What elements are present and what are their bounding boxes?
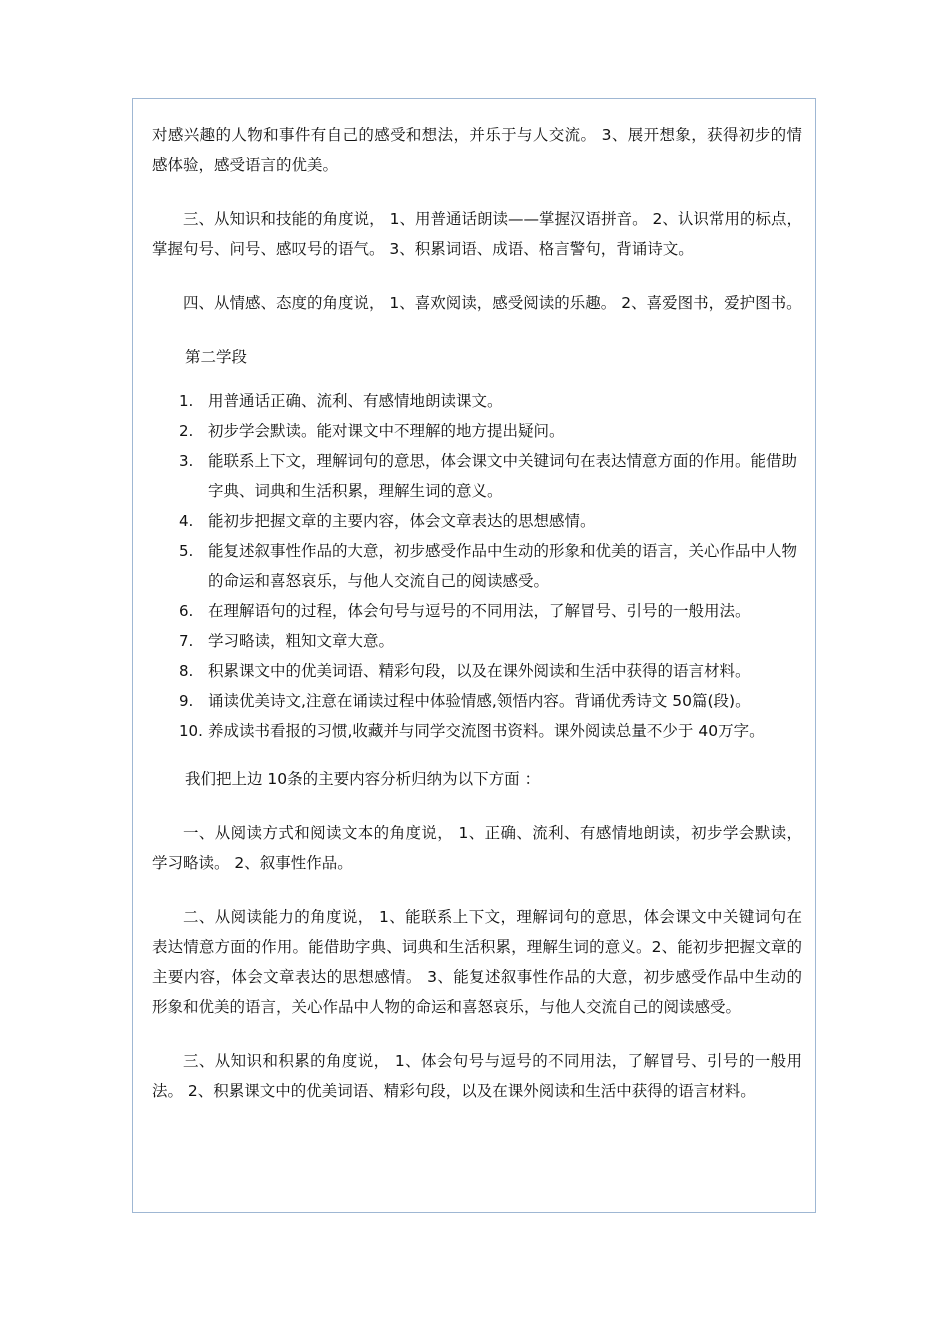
list-item-text: 学习略读，粗知文章大意。 [208,632,395,650]
list-item [152,416,802,446]
list-item-number: 1. [179,392,194,410]
list-item-text: 能联系上下文，理解词句的意思，体会课文中关键词句在表达情意方面的作用。能借助字典、词典和生活积累，理解生词的意义。 [208,452,798,500]
list-item-number: 10. [179,722,203,740]
list-item-number: 4. [179,512,194,530]
list-item-text: 在理解语句的过程，体会句号与逗号的不同用法，了解冒号、引号的一般用法。 [208,602,751,620]
paragraph-continued: 对感兴趣的人物和事件有自己的感受和想法，并乐于与人交流。 3、展开想象，获得初步的情感体验，感受语言的优美。 [152,126,802,174]
list-item [152,506,802,536]
list-item [152,596,802,626]
list-item-text: 能初步把握文章的主要内容，体会文章表达的思想感情。 [208,512,596,530]
list-item-number: 3. [179,452,194,470]
list-item-number: 9. [179,692,194,710]
list-item [152,536,802,596]
list-item-text: 用普通话正确、流利、有感情地朗读课文。 [208,392,503,410]
list-item-number: 2. [179,422,194,440]
paragraph-emotion-attitude: 四、从情感、态度的角度说， 1、喜欢阅读，感受阅读的乐趣。 2、喜爱图书，爱护图书。 [183,294,802,312]
summary-intro: 我们把上边 10条的主要内容分析归纳为以下方面 ： [185,770,541,788]
list-item [152,656,802,686]
list-item [152,446,802,506]
list-item [152,686,802,716]
paragraph-reading-method: 一、从阅读方式和阅读文本的角度说， 1、正确、流利、有感情地朗读，初步学会默读，学习略读。 2、叙事性作品。 [152,824,802,872]
list-item-text: 积累课文中的优美词语、精彩句段，以及在课外阅读和生活中获得的语言材料。 [208,662,751,680]
goals-list [152,386,802,746]
paragraph-reading-ability: 二、从阅读能力的角度说， 1、能联系上下文，理解词句的意思，体会课文中关键词句在表达情意方面的作用。能借助字典、词典和生活积累，理解生词的意义。2、能初步把握文章的主要内容，体会文章表达的思想感情。 3、能复述叙事性作品的大意，初步感受作品中生动的形象和优美的语言，关心作品中人物的命运和喜怒哀乐，与他人交流自己的阅读感受。 [152,908,802,1016]
list-item [152,386,802,416]
list-item [152,716,802,746]
list-item-number: 8. [179,662,194,680]
list-item-text: 诵读优美诗文,注意在诵读过程中体验情感,领悟内容。背诵优秀诗文 50篇(段)。 [208,692,751,710]
list-item-number: 5. [179,542,194,560]
section-heading: 第二学段 [185,348,248,366]
list-item-text: 能复述叙事性作品的大意，初步感受作品中生动的形象和优美的语言，关心作品中人物的命运和喜怒哀乐，与他人交流自己的阅读感受。 [208,542,798,590]
list-item-number: 6. [179,602,194,620]
document-body [152,120,802,1106]
list-item-text: 初步学会默读。能对课文中不理解的地方提出疑问。 [208,422,565,440]
list-item-text: 养成读书看报的习惯,收藏并与同学交流图书资料。课外阅读总量不少于 40万字。 [208,722,765,740]
list-item-number: 7. [179,632,194,650]
list-item [152,626,802,656]
paragraph-knowledge-skills: 三、从知识和技能的角度说， 1、用普通话朗读——掌握汉语拼音。 2、认识常用的标点，掌握句号、问号、感叹号的语气。 3、积累词语、成语、格言警句，背诵诗文。 [152,210,802,258]
paragraph-knowledge-accumulation: 三、从知识和积累的角度说， 1、体会句号与逗号的不同用法，了解冒号、引号的一般用法。 2、积累课文中的优美词语、精彩句段，以及在课外阅读和生活中获得的语言材料。 [152,1052,802,1100]
